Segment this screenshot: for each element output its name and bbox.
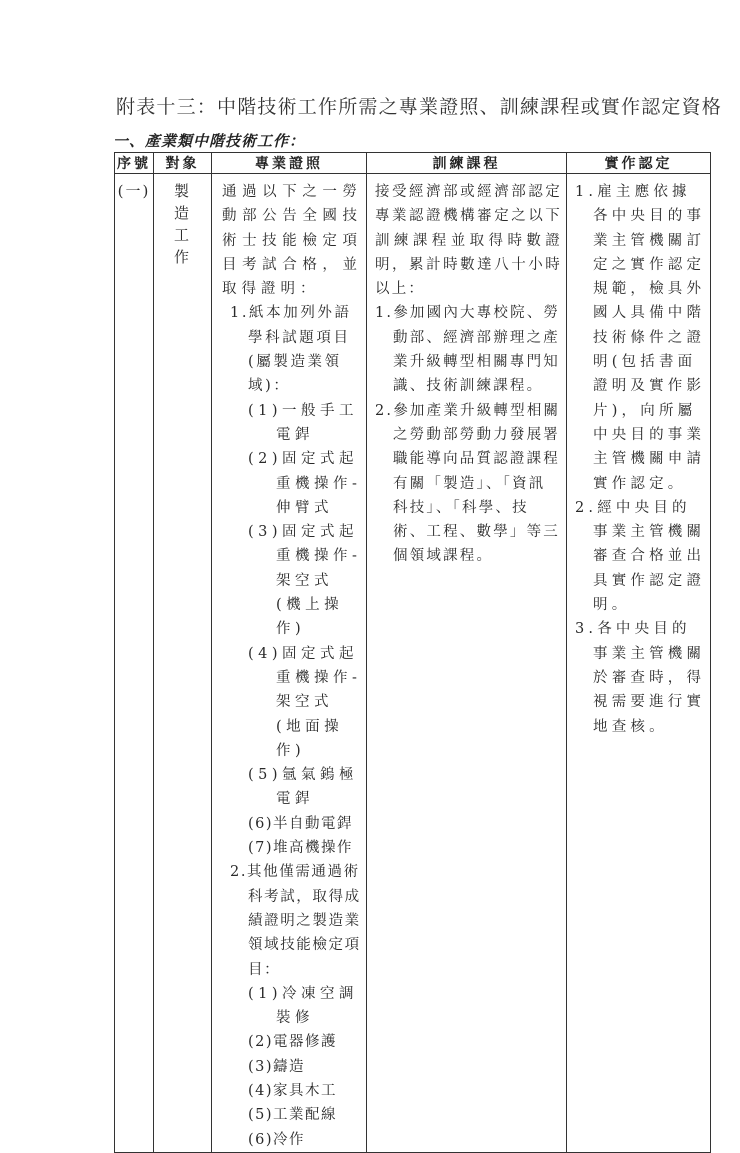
certification-item: (2)電器修護: [248, 1034, 338, 1051]
header-training: 訓練課程: [367, 153, 567, 174]
practice-cell: [567, 174, 711, 1153]
seq-cell: (一): [115, 174, 154, 1153]
target-text: 製造工作: [173, 182, 191, 266]
training-cell: [367, 174, 567, 1153]
certification-item: (7)堆高機操作: [248, 840, 354, 857]
target-cell: [154, 174, 212, 1153]
training-item: 2.參加產業升級轉型相關之勞動部勞動力發展署職能導向品質認證課程有關「製造」、「資訊科技」、「科學、技術、工程、數學」等三個領域課程。: [375, 402, 561, 565]
practice-item: 3.各中央目的事業主管機關於審查時，得視需要進行實地查核。: [575, 621, 706, 735]
certification-cell: [212, 174, 367, 1153]
header-certification: 專業證照: [212, 153, 367, 174]
certification-item: (5)工業配線: [248, 1107, 338, 1124]
certification-item: (4)家具木工: [248, 1082, 338, 1099]
practice-item: 1.雇主應依據各中央目的事業主管機關訂定之實作認定規範，檢具外國人具備中階技術條件之證明(包括書面證明及實作影片)，向所屬中央目的事業主管機關申請實作認定。: [575, 184, 706, 492]
training-intro: 接受經濟部或經濟部認定專業認證機構審定之以下訓練課程並取得時數證明，累計時數達八十小時以上：: [375, 184, 562, 298]
certification-intro: 通過以下之一勞動部公告全國技術士技能檢定項目考試合格，並取得證明：: [222, 184, 362, 298]
document-title: 附表十三：中階技術工作所需之專業證照、訓練課程或實作認定資格: [116, 96, 723, 118]
section-heading: 一、產業類中階技術工作：: [113, 132, 306, 150]
certification-item: (6)冷作: [248, 1131, 306, 1148]
training-item: 1.參加國內大專校院、勞動部、經濟部辦理之產業升級轉型相關專門知識、技術訓練課程。: [375, 305, 561, 395]
header-seq: 序號: [115, 153, 154, 174]
certification-item: (2)固定式起重機操作-伸臂式: [248, 451, 362, 516]
table-header-row: [115, 153, 711, 174]
certification-item: (6)半自動電銲: [248, 815, 354, 832]
certification-item: (1)冷凍空調裝修: [248, 985, 359, 1027]
certification-item: (3)固定式起重機操作-架空式(機上操作): [248, 524, 362, 638]
table-row: [115, 174, 711, 1153]
certification-item: (3)鑄造: [248, 1058, 306, 1075]
practice-item: 2.經中央目的事業主管機關審查合格並出具實作認定證明。: [575, 499, 706, 614]
certification-group-label: 2.其他僅需通過術科考試，取得成績證明之製造業領域技能檢定項目：: [230, 864, 361, 978]
certification-item: (4)固定式起重機操作-架空式(地面操作): [248, 645, 362, 759]
qualification-table: [114, 152, 711, 1153]
certification-item: (1)一般手工電銲: [248, 402, 359, 443]
certification-group-label: 1.紙本加列外語學科試題項目(屬製造業領域)：: [230, 305, 352, 395]
header-target: 對象: [154, 153, 212, 174]
header-practice: 實作認定: [567, 153, 711, 174]
certification-item: (5)氬氣鎢極電銲: [248, 767, 359, 808]
